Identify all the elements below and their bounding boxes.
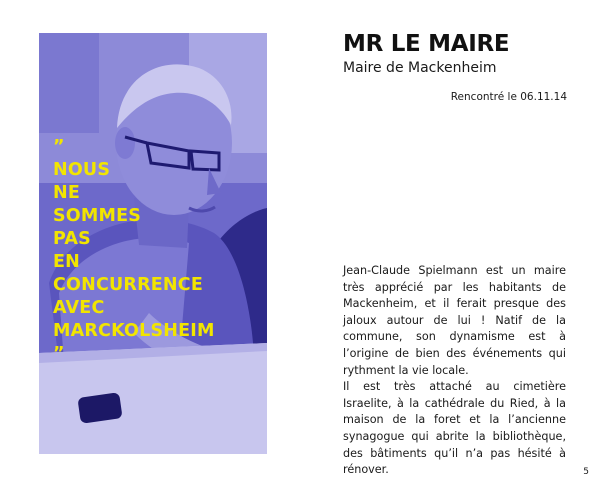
quote-line: ” [53,344,65,364]
meeting-date: Rencontré le 06.11.14 [450,91,567,103]
quote-line: NE [53,183,81,203]
page-subtitle: Maire de Mackenheim [343,60,497,76]
article-paragraph: Jean-Claude Spielmann est un maire très apprécié par les habitants de Mackenheim, et il ferait presque des jaloux autour de lui ! Natif de la commune, son dynamisme est à l’origine de bien des événements qui rythment la vie locale. [343,264,566,377]
quote-line: MARCKOLSHEIM [53,321,215,341]
article-paragraph: Il est très attaché au cimetière Israelite, à la cathédrale du Ried, à la maison de la foret et la l’ancienne synagogue qui abrite la bibliothèque, des bâtiments qu’il n’a pas hésité à rénover. [343,380,566,477]
quote-line: EN [53,252,81,272]
quote-line: CONCURRENCE [53,275,203,295]
quote-line: PAS [53,229,91,249]
page-title: MR LE MAIRE [343,31,510,57]
pull-quote [53,136,263,366]
page-number: 5 [583,467,589,477]
quote-line: NOUS [53,160,111,180]
quote-line: ” [53,137,65,157]
article-body [343,263,566,479]
quote-line: AVEC [53,298,105,318]
quote-line: SOMMES [53,206,142,226]
